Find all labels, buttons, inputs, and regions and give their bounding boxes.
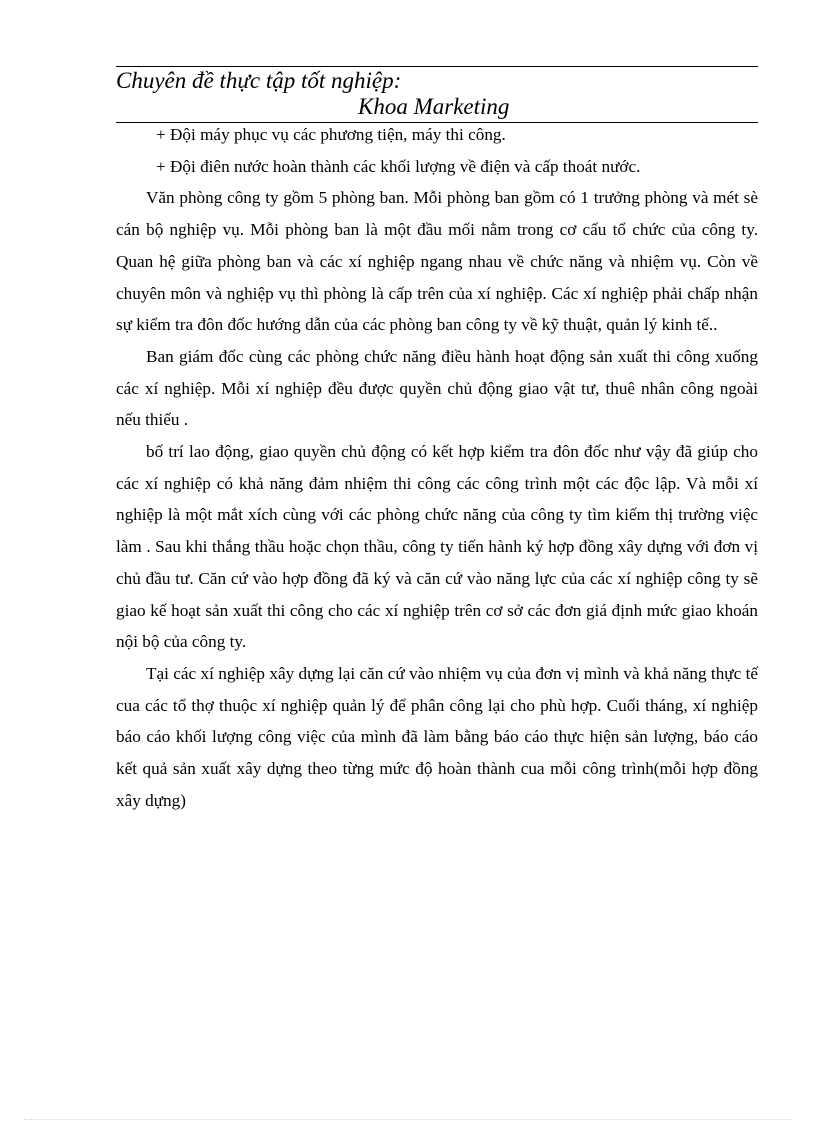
document-body <box>116 119 758 816</box>
paragraph: Văn phòng công ty gồm 5 phòng ban. Mỗi phòng ban gồm có 1 trưởng phòng và mét sè cán bộ nghiệp vụ. Mỗi phòng ban là một đầu mối nằm trong cơ cấu tổ chức của công ty. Quan hệ giữa phòng ban và các xí nghiệp ngang nhau về chức năng và nhiệm vụ. Còn về chuyên môn và nghiệp vụ thì phòng là cấp trên của xí nghiệp. Các xí nghiệp phải chấp nhận sự kiểm tra đôn đốc hướng dẫn của các phòng ban công ty về kỹ thuật, quản lý kinh tế.. <box>116 188 758 335</box>
bullet-item: + Đội điên nước hoàn thành các khối lượng về điện và cấp thoát nước. <box>156 156 641 176</box>
paragraph: bố trí lao động, giao quyền chủ động có kết hợp kiểm tra đôn đốc như vậy đã giúp cho các xí nghiệp có khả năng đảm nhiệm thi công các công trình một các độc lập. Và mỗi xí nghiệp là một mắt xích cùng với các phòng chức năng của công ty tìm kiếm thị trường việc làm . Sau khi thắng thầu hoặc chọn thầu, công ty tiến hành ký hợp đồng xây dựng với đơn vị chủ đầu tư. Căn cứ vào hợp đồng đã ký và căn cứ vào năng lực của các xí nghiệp công ty sẽ giao kế hoạt sản xuất thi công cho các xí nghiệp trên cơ sở các đơn giá định mức giao khoán nội bộ của công ty. <box>116 442 758 652</box>
page-bottom-divider <box>24 1119 792 1120</box>
paragraph: Tại các xí nghiệp xây dựng lại căn cứ vào nhiệm vụ của đơn vị mình và khả năng thực tế cua các tổ thợ thuộc xí nghiệp quản lý để phân công lại cho phù hợp. Cuối tháng, xí nghiệp báo cáo khối lượng công việc của mình đã làm bằng báo cáo thực hiện sản lượng, báo cáo kết quả sản xuất xây dựng theo từng mức độ hoàn thành cua mỗi công trình(mỗi hợp đồng xây dựng) <box>116 663 758 810</box>
header-department: Khoa Marketing <box>358 94 510 119</box>
bullet-item: + Đội máy phục vụ các phương tiện, máy thi công. <box>156 125 506 144</box>
header-title: Chuyên đề thực tập tốt nghiệp: <box>116 68 402 93</box>
paragraph: Ban giám đốc cùng các phòng chức năng điều hành hoạt động sản xuất thi công xuống các xí nghiệp. Mỗi xí nghiệp đều được quyền chủ động giao vật tư, thuê nhân công ngoài nếu thiếu . <box>116 346 758 430</box>
